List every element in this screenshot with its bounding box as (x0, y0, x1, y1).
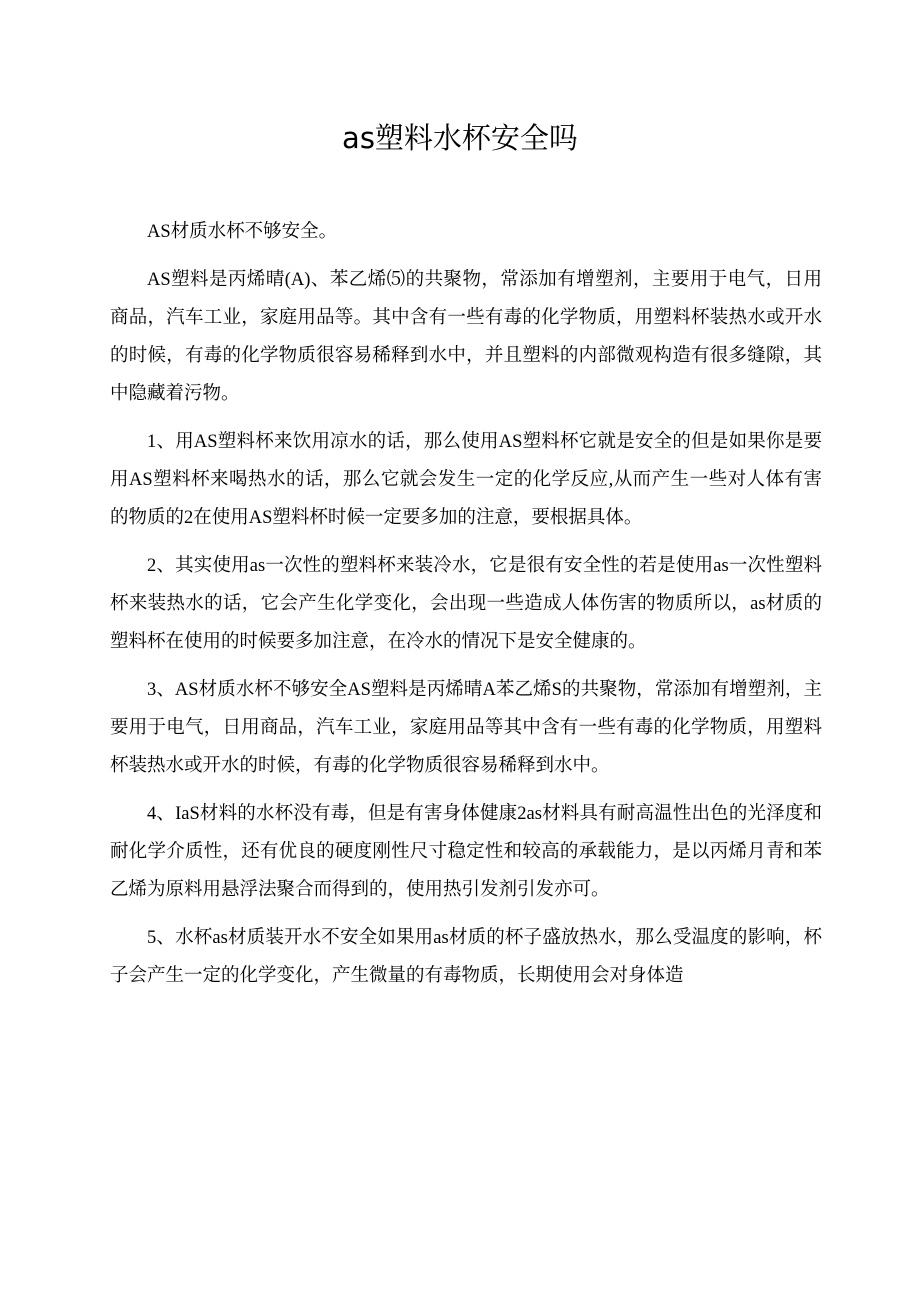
page-title: as塑料水杯安全吗 (342, 121, 578, 155)
paragraph-point-4: 4、IaS材料的水杯没有毒，但是有害身体健康2as材料具有耐高温性出色的光泽度和耐化学介质性，还有优良的硬度刚性尺寸稳定性和较高的承载能力，是以丙烯月青和苯乙烯为原料用悬浮法聚合而得到的，使用热引发剂引发亦可。 (110, 804, 822, 900)
paragraph-point-2: 2、其实使用as一次性的塑料杯来装冷水，它是很有安全性的若是使用as一次性塑料杯来装热水的话，它会产生化学变化，会出现一些造成人体伤害的物质所以，as材质的塑料杯在使用的时候要多加注意，在冷水的情况下是安全健康的。 (110, 556, 822, 652)
paragraph-intro: AS材质水杯不够安全。 (147, 222, 338, 242)
paragraph-point-5: 5、水杯as材质装开水不安全如果用as材质的杯子盛放热水，那么受温度的影响，杯子会产生一定的化学变化，产生微量的有毒物质，长期使用会对身体造 (110, 928, 822, 986)
paragraph-description: AS塑料是丙烯晴(A)、苯乙烯⑸的共聚物，常添加有增塑剂，主要用于电气，日用商品，汽车工业，家庭用品等。其中含有一些有毒的化学物质，用塑料杯装热水或开水的时候，有毒的化学物质很容易稀释到水中，并且塑料的内部微观构造有很多缝隙，其中隐藏着污物。 (110, 270, 822, 404)
document-body (110, 213, 822, 1005)
paragraph-point-1: 1、用AS塑料杯来饮用凉水的话，那么使用AS塑料杯它就是安全的但是如果你是要用AS塑料杯来喝热水的话，那么它就会发生一定的化学反应,从而产生一些对人体有害的物质的2在使用AS塑料杯时候一定要多加的注意，要根据具体。 (110, 432, 822, 528)
paragraph-point-3: 3、AS材质水杯不够安全AS塑料是丙烯晴A苯乙烯S的共聚物，常添加有增塑剂，主要用于电气，日用商品，汽车工业，家庭用品等其中含有一些有毒的化学物质，用塑料杯装热水或开水的时候，有毒的化学物质很容易稀释到水中。 (110, 680, 822, 776)
